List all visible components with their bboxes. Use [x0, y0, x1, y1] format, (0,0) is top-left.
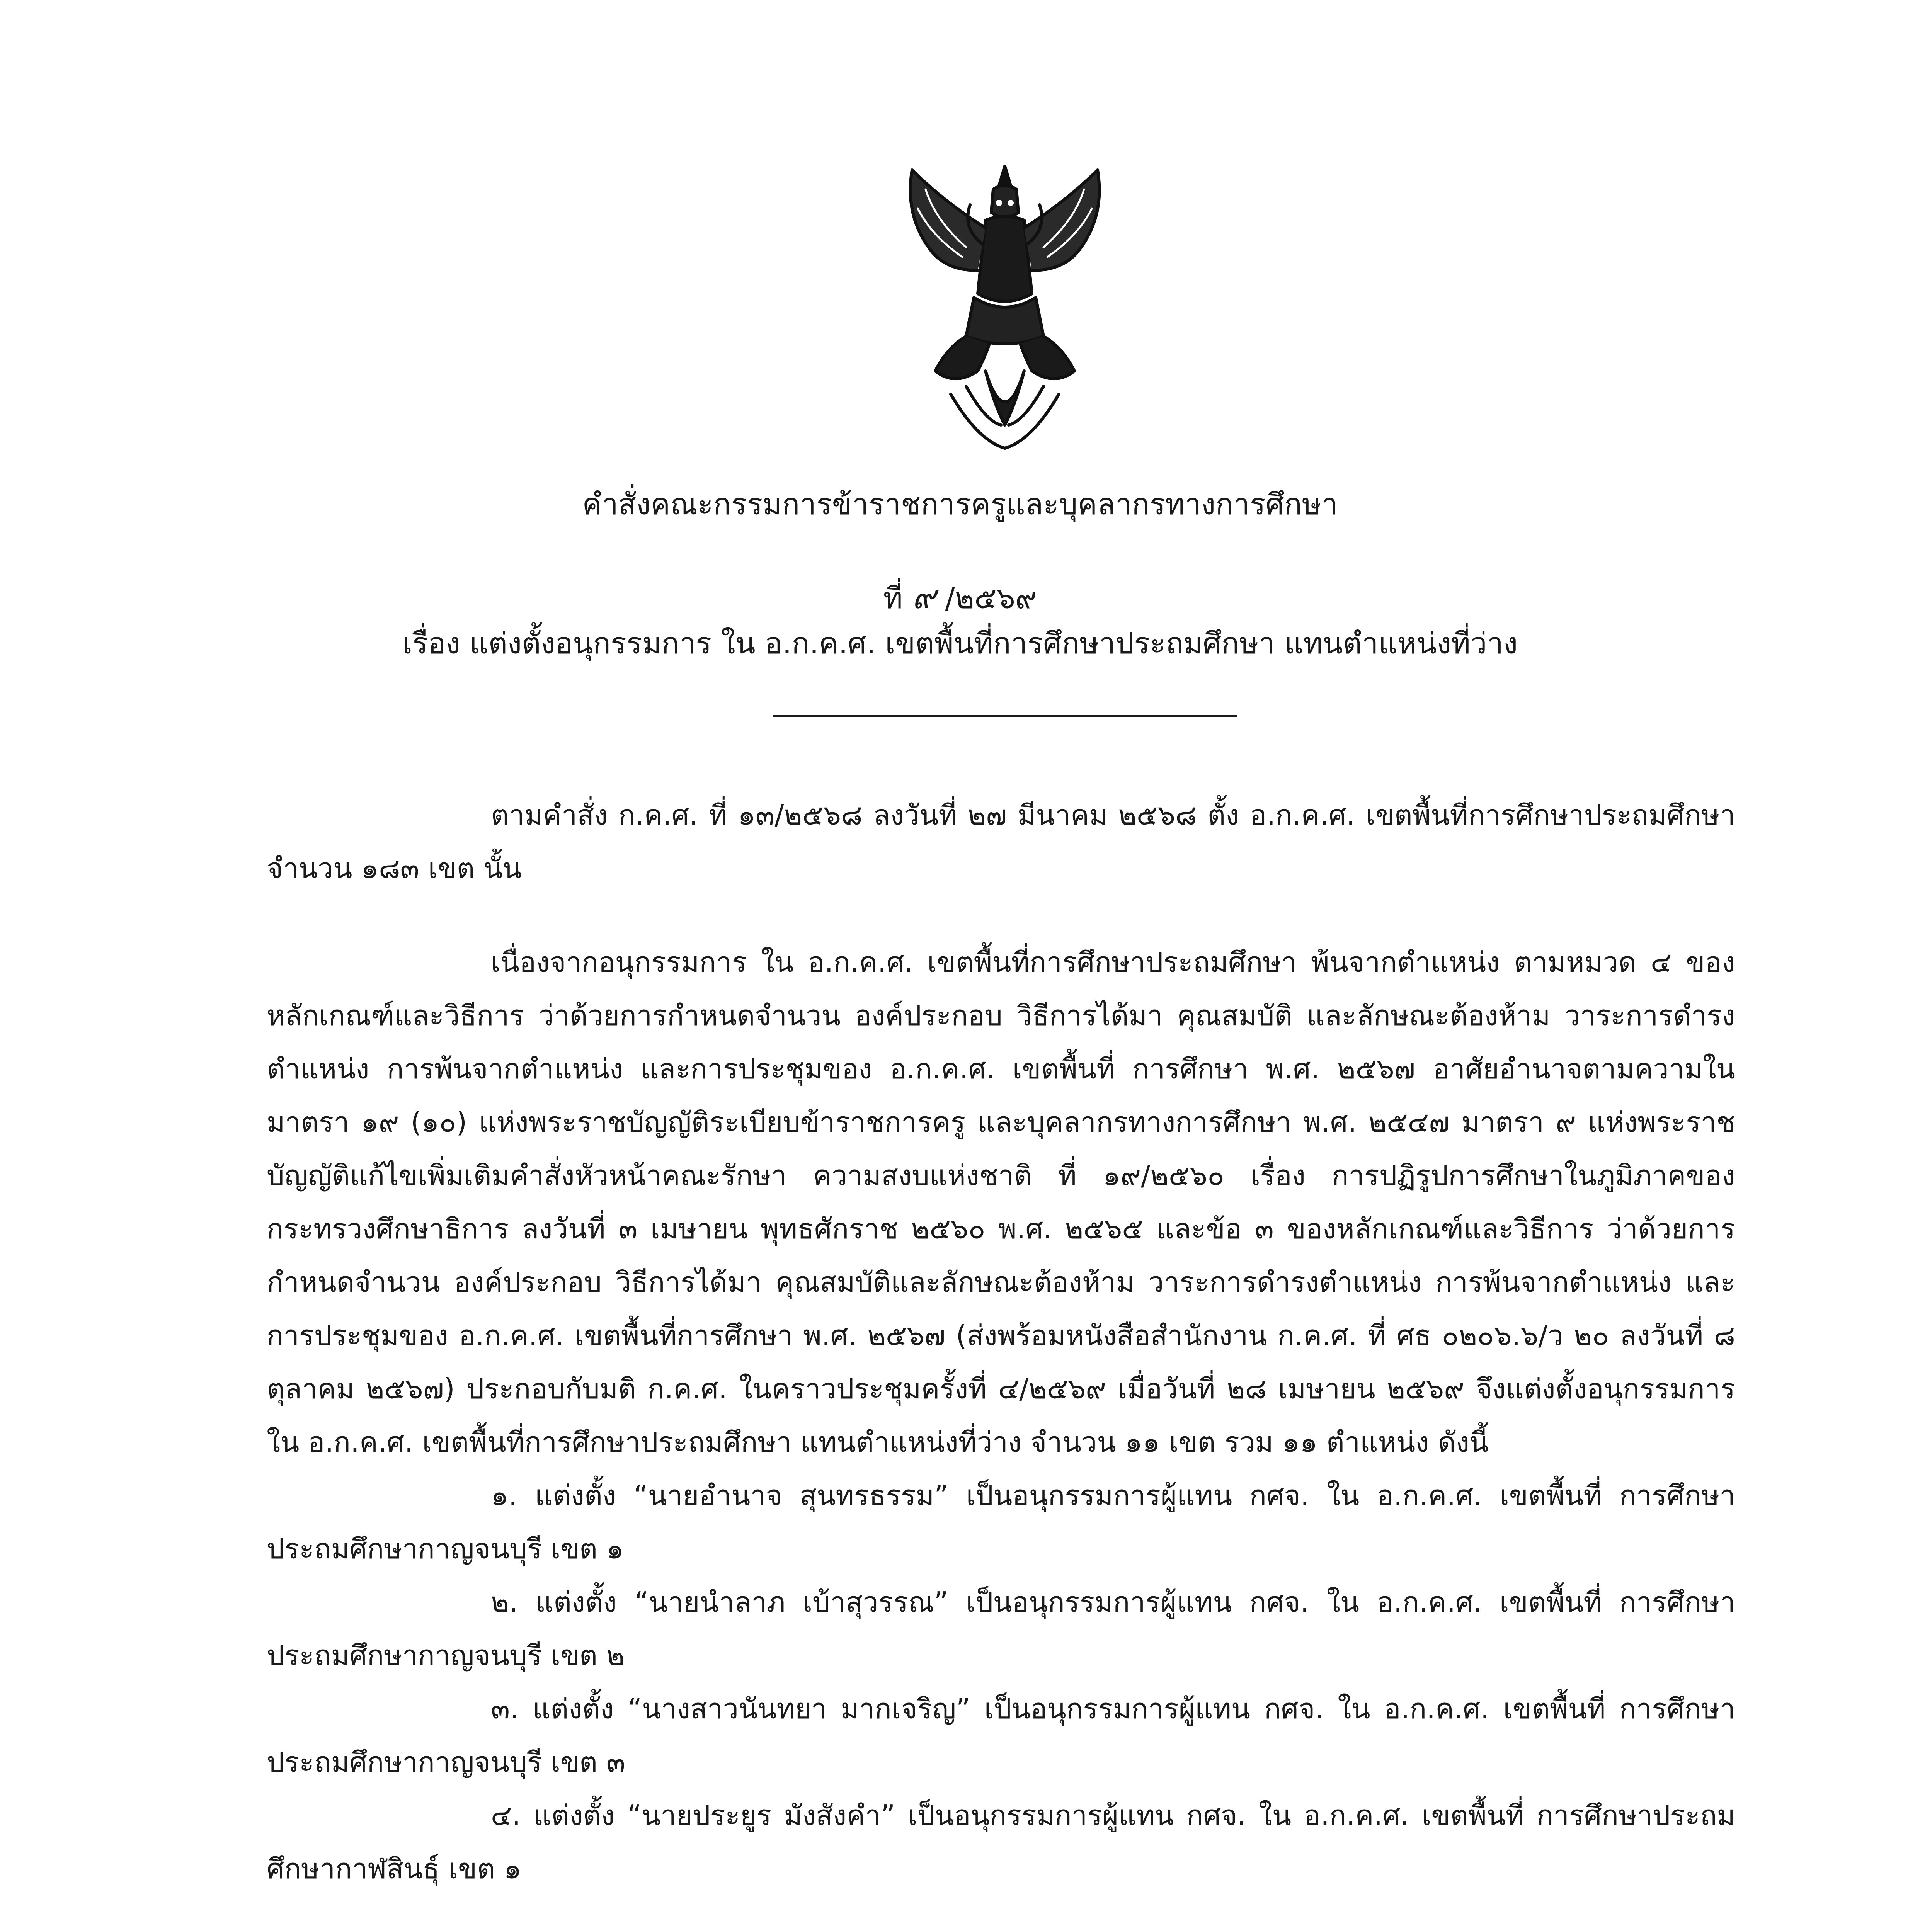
appointment-item-1: ๑. แต่งตั้ง “นายอำนาจ สุนทรธรรม” เป็นอนุกรรมการผู้แทน กศจ. ใน อ.ก.ค.ศ. เขตพื้นที่ การศึกษาประถมศึกษากาญจนบุรี เขต ๑	[267, 1479, 1735, 1565]
garuda-emblem-icon	[889, 155, 1121, 456]
appointment-item-3: ๓. แต่งตั้ง “นางสาวนันทยา มากเจริญ” เป็นอนุกรรมการผู้แทน กศจ. ใน อ.ก.ค.ศ. เขตพื้นที่ การศึกษาประถมศึกษากาญจนบุรี เขต ๓	[267, 1692, 1736, 1778]
paragraph-reason: เนื่องจากอนุกรรมการ ใน อ.ก.ค.ศ. เขตพื้นที่การศึกษาประถมศึกษา พ้นจากตำแหน่ง ตามหมวด ๔ ของหลักเกณฑ์และวิธีการ ว่าด้วยการกำหนดจำนวน องค์ประกอบ วิธีการได้มา คุณสมบัติ และลักษณะต้องห้าม วาระการดำรงตำแหน่ง การพ้นจากตำแหน่ง และการประชุมของ อ.ก.ค.ศ. เขตพื้นที่ การศึกษา พ.ศ. ๒๕๖๗ อาศัยอำนาจตามความในมาตรา ๑๙ (๑๐) แห่งพระราชบัญญัติระเบียบข้าราชการครู และบุคลากรทางการศึกษา พ.ศ. ๒๕๔๗ มาตรา ๙ แห่งพระราชบัญญัติแก้ไขเพิ่มเติมคำสั่งหัวหน้าคณะรักษา ความสงบแห่งชาติ ที่ ๑๙/๒๕๖๐ เรื่อง การปฏิรูปการศึกษาในภูมิภาคของกระทรวงศึกษาธิการ ลงวันที่ ๓ เมษายน พุทธศักราช ๒๕๖๐ พ.ศ. ๒๕๖๕ และข้อ ๓ ของหลักเกณฑ์และวิธีการ ว่าด้วยการกำหนดจำนวน องค์ประกอบ วิธีการได้มา คุณสมบัติและลักษณะต้องห้าม วาระการดำรงตำแหน่ง การพ้นจากตำแหน่ง และการประชุมของ อ.ก.ค.ศ. เขตพื้นที่การศึกษา พ.ศ. ๒๕๖๗ (ส่งพร้อมหนังสือสำนักงาน ก.ค.ศ. ที่ ศธ ๐๒๐๖.๖/ว ๒๐ ลงวันที่ ๘ ตุลาคม ๒๕๖๗) ประกอบกับมติ ก.ค.ศ. ในคราวประชุมครั้งที่ ๔/๒๕๖๙ เมื่อวันที่ ๒๘ เมษายน ๒๕๖๙ จึงแต่งตั้งอนุกรรมการ ใน อ.ก.ค.ศ. เขตพื้นที่การศึกษาประถมศึกษา แทนตำแหน่งที่ว่าง จำนวน ๑๑ เขต รวม ๑๑ ตำแหน่ง ดังนี้	[267, 946, 1735, 1458]
order-number-line	[0, 578, 1920, 617]
header-divider	[773, 715, 1237, 717]
paragraph-reference: ตามคำสั่ง ก.ค.ศ. ที่ ๑๓/๒๕๖๘ ลงวันที่ ๒๗ มีนาคม ๒๕๖๘ ตั้ง อ.ก.ค.ศ. เขตพื้นที่การศึกษาประถมศึกษา จำนวน ๑๘๓ เขต นั้น	[267, 799, 1735, 884]
order-body	[267, 788, 1735, 1895]
order-authority: คำสั่งคณะกรรมการข้าราชการครูและบุคลากรทางการศึกษา	[582, 487, 1338, 521]
appointment-item-2: ๒. แต่งตั้ง “นายนำลาภ เบ้าสุวรรณ” เป็นอนุกรรมการผู้แทน กศจ. ใน อ.ก.ค.ศ. เขตพื้นที่ การศึกษาประถมศึกษากาญจนบุรี เขต ๒	[267, 1586, 1735, 1672]
order-year: /๒๕๖๙	[945, 581, 1037, 615]
order-subject: เรื่อง แต่งตั้งอนุกรรมการ ใน อ.ก.ค.ศ. เขตพื้นที่การศึกษาประถมศึกษา แทนตำแหน่งที่ว่าง	[402, 626, 1518, 660]
appointment-item-4: ๔. แต่งตั้ง “นายประยูร มังสังคำ” เป็นอนุกรรมการผู้แทน กศจ. ใน อ.ก.ค.ศ. เขตพื้นที่ การศึกษาประถมศึกษากาฬสินธุ์ เขต ๑	[267, 1799, 1735, 1885]
order-number: ๙	[912, 578, 936, 616]
order-prefix: ที่	[883, 581, 903, 615]
